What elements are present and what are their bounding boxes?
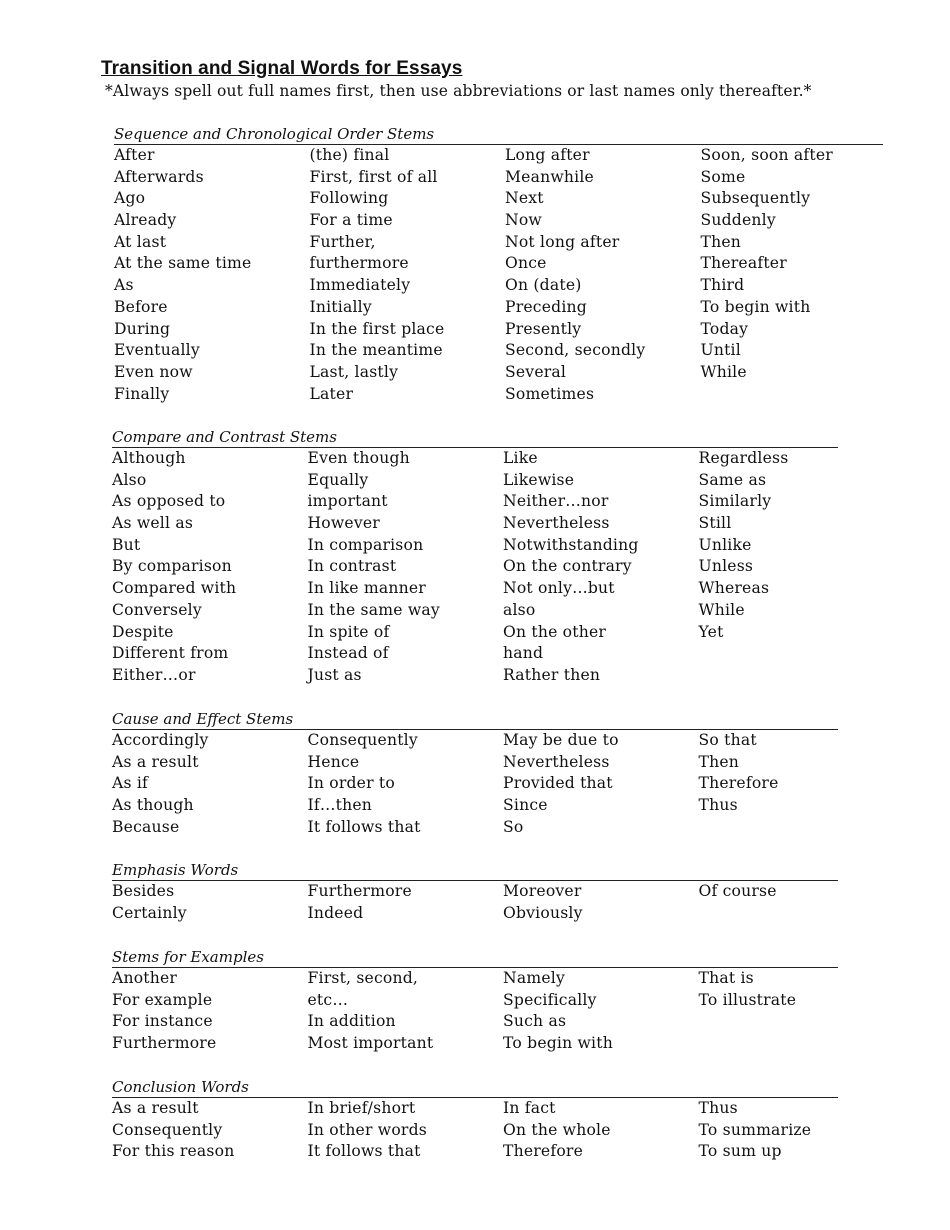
- word-column: [112, 968, 308, 1055]
- word-item: Yet: [698, 622, 724, 641]
- word-item: To summarize: [698, 1120, 812, 1139]
- word-item: Indeed: [307, 903, 364, 922]
- word-item: (the) final: [309, 146, 390, 164]
- word-item: Similarly: [698, 492, 772, 511]
- word-column: [112, 1098, 308, 1163]
- word-item: In fact: [503, 1099, 556, 1117]
- word-item: Eventually: [114, 341, 200, 360]
- word-column: [308, 1098, 504, 1163]
- word-column: [308, 881, 504, 924]
- word-item: To illustrate: [698, 990, 797, 1009]
- word-item: Initially: [309, 297, 372, 316]
- word-column: [699, 1098, 895, 1163]
- word-item: Soon, soon after: [700, 146, 833, 164]
- word-item: Subsequently: [700, 189, 811, 208]
- word-item: Immediately: [309, 276, 411, 295]
- word-item: Still: [698, 514, 732, 533]
- word-item: Unless: [698, 557, 754, 576]
- word-column: [308, 448, 504, 687]
- word-column: [699, 448, 895, 687]
- word-column: [308, 968, 504, 1055]
- word-column: [503, 730, 699, 838]
- word-item: Following: [309, 189, 389, 208]
- word-item: In order to: [307, 774, 395, 793]
- word-item: Further,: [309, 232, 376, 251]
- word-item: Once: [505, 254, 547, 273]
- word-item: In brief/short: [307, 1099, 416, 1117]
- word-item: As: [114, 276, 134, 295]
- word-item: Second, secondly: [505, 341, 646, 360]
- word-item: In comparison: [307, 535, 424, 554]
- word-column: [114, 145, 310, 405]
- word-item: In like manner: [307, 579, 426, 598]
- word-item: Likewise: [503, 470, 575, 489]
- section-heading: Sequence and Chronological Order Stems: [114, 125, 883, 145]
- word-item: Sometimes: [505, 384, 595, 403]
- section-conclusion: [112, 1078, 838, 1163]
- word-item: On the other: [503, 622, 607, 641]
- section-heading: Conclusion Words: [112, 1078, 838, 1098]
- word-item: Before: [114, 297, 168, 316]
- word-item: Finally: [114, 384, 170, 403]
- word-column: [701, 145, 897, 405]
- word-item: Even now: [114, 362, 193, 381]
- word-item: To sum up: [698, 1142, 782, 1161]
- word-item: hand: [503, 644, 544, 663]
- word-item: To begin with: [700, 297, 811, 316]
- word-column: [308, 730, 504, 838]
- word-item: Whereas: [698, 579, 770, 598]
- section-compare-contrast: [112, 428, 838, 687]
- word-item: also: [503, 600, 536, 619]
- word-item: It follows that: [307, 1142, 421, 1161]
- word-item: So that: [698, 731, 757, 749]
- word-column: [503, 1098, 699, 1163]
- word-item: In the meantime: [309, 341, 443, 360]
- word-item: Furthermore: [307, 882, 412, 900]
- word-item: As well as: [112, 514, 194, 533]
- word-item: Then: [700, 232, 742, 251]
- word-columns: [112, 968, 838, 1055]
- word-item: During: [114, 319, 171, 338]
- word-item: First, first of all: [309, 167, 438, 186]
- word-item: While: [700, 362, 747, 381]
- word-item: Compared with: [112, 579, 237, 598]
- word-item: furthermore: [309, 254, 409, 273]
- section-examples: [112, 948, 838, 1055]
- section-cause-effect: [112, 710, 838, 838]
- word-item: Same as: [698, 470, 767, 489]
- word-item: Nevertheless: [503, 752, 610, 771]
- word-item: Meanwhile: [505, 167, 594, 186]
- word-item: On (date): [505, 276, 582, 295]
- word-item: After: [114, 146, 155, 164]
- word-item: Another: [112, 969, 178, 987]
- word-column: [112, 448, 308, 687]
- word-item: It follows that: [307, 817, 421, 836]
- word-item: Thus: [698, 796, 738, 815]
- word-item: Despite: [112, 622, 174, 641]
- word-item: Moreover: [503, 882, 582, 900]
- word-column: [699, 730, 895, 838]
- word-item: However: [307, 514, 380, 533]
- word-item: Since: [503, 796, 548, 815]
- word-item: For this reason: [112, 1142, 235, 1161]
- word-item: Either…or: [112, 665, 196, 684]
- word-columns: [112, 881, 838, 924]
- word-item: Also: [112, 470, 147, 489]
- word-item: Presently: [505, 319, 582, 338]
- word-item: In the same way: [307, 600, 440, 619]
- word-column: [503, 881, 699, 924]
- word-item: In addition: [307, 1012, 396, 1031]
- word-item: Notwithstanding: [503, 535, 639, 554]
- word-item: For instance: [112, 1012, 213, 1031]
- word-item: In contrast: [307, 557, 397, 576]
- word-item: Instead of: [307, 644, 389, 663]
- word-item: For example: [112, 990, 213, 1009]
- word-item: By comparison: [112, 557, 232, 576]
- word-item: Not only…but: [503, 579, 615, 598]
- word-item: But: [112, 535, 141, 554]
- word-item: Therefore: [698, 774, 779, 793]
- word-item: Now: [505, 211, 542, 230]
- word-item: Besides: [112, 882, 175, 900]
- word-column: [503, 448, 699, 687]
- word-columns: [114, 145, 883, 405]
- word-item: If…then: [307, 796, 373, 815]
- word-item: Furthermore: [112, 1034, 217, 1053]
- word-item: First, second,: [307, 969, 419, 987]
- word-item: Although: [112, 449, 186, 467]
- word-item: Therefore: [503, 1142, 583, 1161]
- word-item: Of course: [698, 882, 777, 900]
- section-heading: Stems for Examples: [112, 948, 838, 968]
- word-item: Third: [700, 276, 745, 295]
- word-item: Today: [700, 319, 749, 338]
- word-item: Preceding: [505, 297, 587, 316]
- word-item: On the whole: [503, 1120, 611, 1139]
- word-item: On the contrary: [503, 557, 632, 576]
- word-item: Thereafter: [700, 254, 787, 273]
- word-item: Rather then: [503, 665, 601, 684]
- word-column: [699, 881, 895, 924]
- word-item: At the same time: [114, 254, 252, 273]
- word-item: Most important: [307, 1034, 434, 1053]
- word-item: Specifically: [503, 990, 597, 1009]
- word-item: Even though: [307, 449, 410, 467]
- word-item: Several: [505, 362, 567, 381]
- word-column: [310, 145, 506, 405]
- word-item: Nevertheless: [503, 514, 610, 533]
- word-item: That is: [698, 969, 754, 987]
- word-item: Hence: [307, 752, 360, 771]
- page-title: Transition and Signal Words for Essays: [101, 58, 463, 79]
- word-item: At last: [114, 232, 167, 251]
- word-item: Obviously: [503, 903, 583, 922]
- word-item: Some: [700, 167, 746, 186]
- word-item: Such as: [503, 1012, 567, 1031]
- word-item: Regardless: [698, 449, 789, 467]
- word-item: Then: [698, 752, 740, 771]
- word-item: As though: [112, 796, 194, 815]
- word-item: Ago: [114, 189, 146, 208]
- word-item: Certainly: [112, 903, 187, 922]
- word-item: As if: [112, 774, 148, 793]
- word-item: Last, lastly: [309, 362, 399, 381]
- word-item: Because: [112, 817, 180, 836]
- word-columns: [112, 730, 838, 838]
- word-item: Equally: [307, 470, 369, 489]
- word-item: Thus: [698, 1099, 738, 1117]
- word-item: Afterwards: [114, 167, 204, 186]
- word-item: May be due to: [503, 731, 619, 749]
- word-item: Accordingly: [112, 731, 209, 749]
- word-item: Just as: [307, 665, 362, 684]
- word-item: Conversely: [112, 600, 202, 619]
- section-heading: Compare and Contrast Stems: [112, 428, 838, 448]
- section-emphasis: [112, 861, 838, 924]
- word-columns: [112, 448, 838, 687]
- word-item: Different from: [112, 644, 229, 663]
- section-sequence: [114, 125, 883, 405]
- word-item: Consequently: [307, 731, 418, 749]
- word-item: As a result: [112, 1099, 199, 1117]
- word-item: Neither…nor: [503, 492, 609, 511]
- word-item: To begin with: [503, 1034, 613, 1053]
- word-item: In other words: [307, 1120, 427, 1139]
- word-columns: [112, 1098, 838, 1163]
- word-column: [112, 730, 308, 838]
- page-subtitle: *Always spell out full names first, then use abbreviations or last names only thereafter.*: [105, 82, 812, 100]
- section-heading: Cause and Effect Stems: [112, 710, 838, 730]
- word-item: Unlike: [698, 535, 752, 554]
- word-item: In spite of: [307, 622, 390, 641]
- word-item: Provided that: [503, 774, 613, 793]
- word-column: [112, 881, 308, 924]
- word-item: Already: [114, 211, 177, 230]
- word-column: [505, 145, 701, 405]
- word-item: Not long after: [505, 232, 620, 251]
- word-item: For a time: [309, 211, 393, 230]
- word-item: While: [698, 600, 745, 619]
- word-item: So: [503, 817, 524, 836]
- word-item: Consequently: [112, 1120, 223, 1139]
- word-item: Suddenly: [700, 211, 776, 230]
- word-item: Namely: [503, 969, 565, 987]
- word-item: Until: [700, 341, 741, 360]
- word-column: [503, 968, 699, 1055]
- word-item: etc…: [307, 990, 349, 1009]
- word-item: Long after: [505, 146, 590, 164]
- word-item: As a result: [112, 752, 199, 771]
- word-item: Next: [505, 189, 544, 208]
- word-item: As opposed to: [112, 492, 226, 511]
- word-column: [699, 968, 895, 1055]
- section-heading: Emphasis Words: [112, 861, 838, 881]
- word-item: important: [307, 492, 388, 511]
- word-item: In the first place: [309, 319, 445, 338]
- word-item: Like: [503, 449, 538, 467]
- word-item: Later: [309, 384, 354, 403]
